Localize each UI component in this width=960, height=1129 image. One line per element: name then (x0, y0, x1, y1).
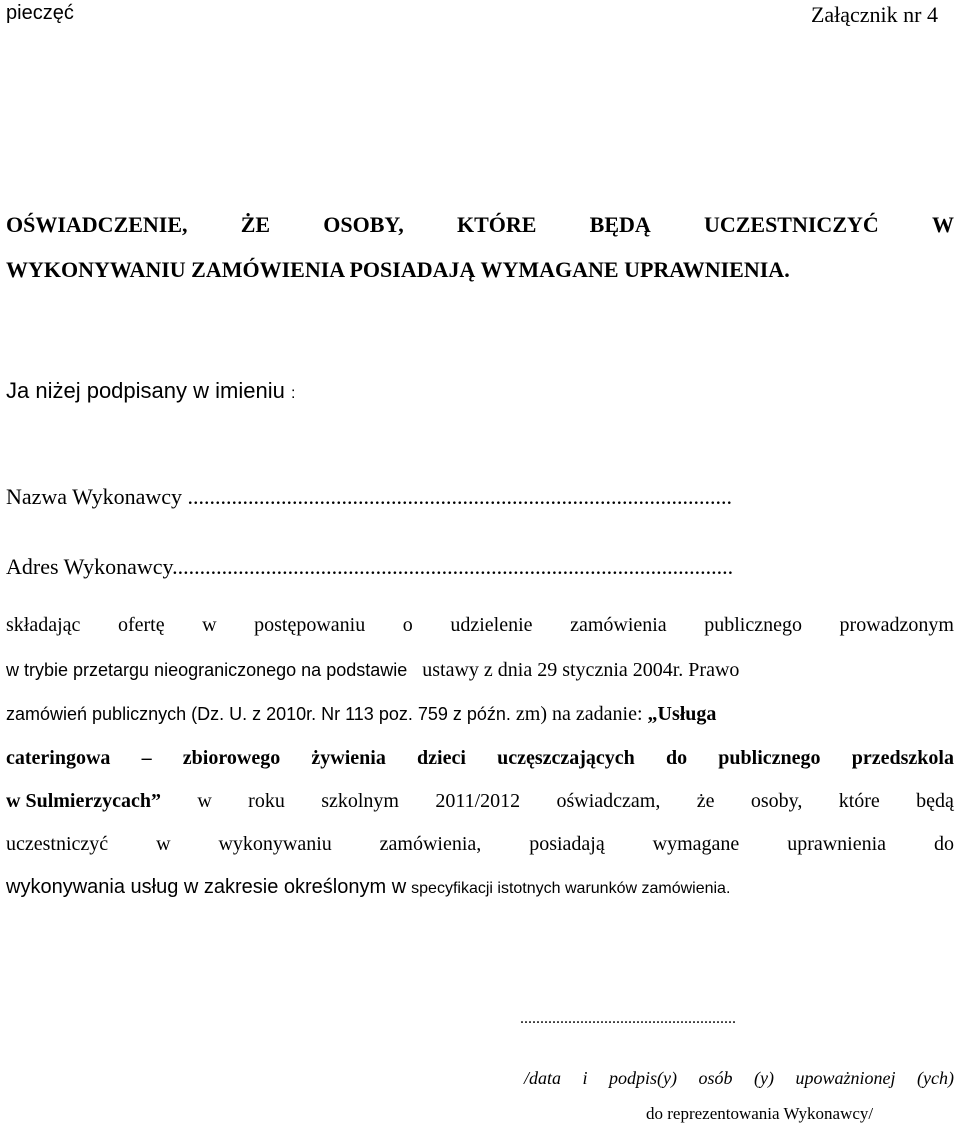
body-line-3 (6, 703, 954, 726)
body-word: posiadają (529, 833, 605, 855)
body-word: osoby, (750, 790, 803, 812)
body-word: do (665, 747, 688, 769)
body-word: w (156, 833, 171, 855)
body-word: ofertę (117, 614, 165, 636)
body-line-1 (6, 614, 954, 637)
body-word: publicznego (718, 747, 821, 769)
body-line-2 (6, 659, 954, 682)
body-line-7 (6, 876, 954, 899)
body-word: szkolnym (321, 790, 399, 812)
caption-word: /data (524, 1068, 562, 1088)
intro-label: Ja niżej podpisany w imieniu (6, 378, 285, 403)
body-text: w trybie przetargu nieograniczonego na podstawie (6, 660, 408, 680)
body-word: dzieci (417, 747, 466, 769)
body-line-4 (6, 747, 954, 770)
title-word: BĘDĄ (589, 212, 651, 237)
body-word: uczęszczających (497, 747, 635, 769)
title-word: KTÓRE (456, 212, 537, 237)
body-word: w (197, 790, 212, 812)
document-title-line2: WYKONYWANIU ZAMÓWIENIA POSIADAJĄ WYMAGANE UPRAWNIENIA. (6, 257, 790, 282)
contractor-name-field: Nazwa Wykonawcy ................................................................................................... (6, 484, 733, 509)
body-line-5 (6, 790, 954, 813)
title-word: UCZESTNICZYĆ (703, 212, 879, 237)
body-word: wykonywaniu (218, 833, 332, 855)
body-word: zbiorowego (182, 747, 281, 769)
body-text: specyfikacji istotnych warunków zamówienia. (411, 880, 731, 897)
intro-colon: : (290, 385, 296, 402)
body-word: oświadczam, (556, 790, 661, 812)
document-title-line1 (6, 212, 954, 238)
attachment-label: Załącznik nr 4 (810, 2, 938, 27)
title-word: OŚWIADCZENIE, (6, 212, 188, 237)
caption-word: osób (698, 1068, 733, 1088)
body-text: zm) na zadanie: (515, 703, 643, 725)
title-word: OSOBY, (323, 212, 404, 237)
body-word: cateringowa (6, 747, 111, 769)
body-word: udzielenie (450, 614, 533, 636)
intro-line (6, 378, 295, 404)
service-name-start: „Usługa (647, 703, 717, 725)
body-word: uczestniczyć (6, 833, 109, 855)
caption-word: podpis(y) (609, 1068, 678, 1088)
body-text: wykonywania usług w zakresie określonym w (6, 876, 407, 898)
caption-word: (y) (754, 1068, 775, 1088)
body-line-6 (6, 833, 954, 856)
contractor-address-field: Adres Wykonawcy...................................................................................................... (6, 554, 734, 579)
body-word: zamówienia, (379, 833, 482, 855)
signature-caption-line2: do reprezentowania Wykonawcy/ (646, 1104, 874, 1123)
body-word: składając (6, 614, 81, 636)
body-word: publicznego (704, 614, 802, 636)
body-word: o (402, 614, 413, 636)
body-word: postępowaniu (254, 614, 366, 636)
caption-word: (ych) (917, 1068, 954, 1088)
body-word: przedszkola (851, 747, 954, 769)
caption-word: i (582, 1068, 588, 1088)
body-word: w (202, 614, 217, 636)
body-word: które (838, 790, 880, 812)
body-word: – (141, 747, 152, 769)
signature-caption-line1 (524, 1068, 954, 1089)
body-word: roku (248, 790, 285, 812)
service-name-end: w Sulmierzycach” (6, 790, 161, 812)
body-word: 2011/2012 (435, 790, 521, 812)
body-word: będą (916, 790, 954, 812)
body-text: ustawy z dnia 29 stycznia 2004r. Prawo (422, 659, 740, 681)
title-word: W (931, 212, 954, 237)
body-word: do (933, 833, 954, 855)
stamp-label: pieczęć (6, 2, 74, 24)
body-word: prowadzonym (839, 614, 954, 636)
body-word: zamówienia (570, 614, 667, 636)
body-word: żywienia (311, 747, 386, 769)
body-word: wymagane (652, 833, 740, 855)
signature-dots: ...................................................... (520, 1010, 736, 1027)
title-word: ŻE (240, 212, 271, 237)
body-word: uprawnienia (787, 833, 887, 855)
caption-word: upoważnionej (795, 1068, 896, 1088)
body-word: że (696, 790, 715, 812)
body-text: zamówień publicznych (Dz. U. z 2010r. Nr 113 poz. 759 z późn. (6, 704, 511, 724)
